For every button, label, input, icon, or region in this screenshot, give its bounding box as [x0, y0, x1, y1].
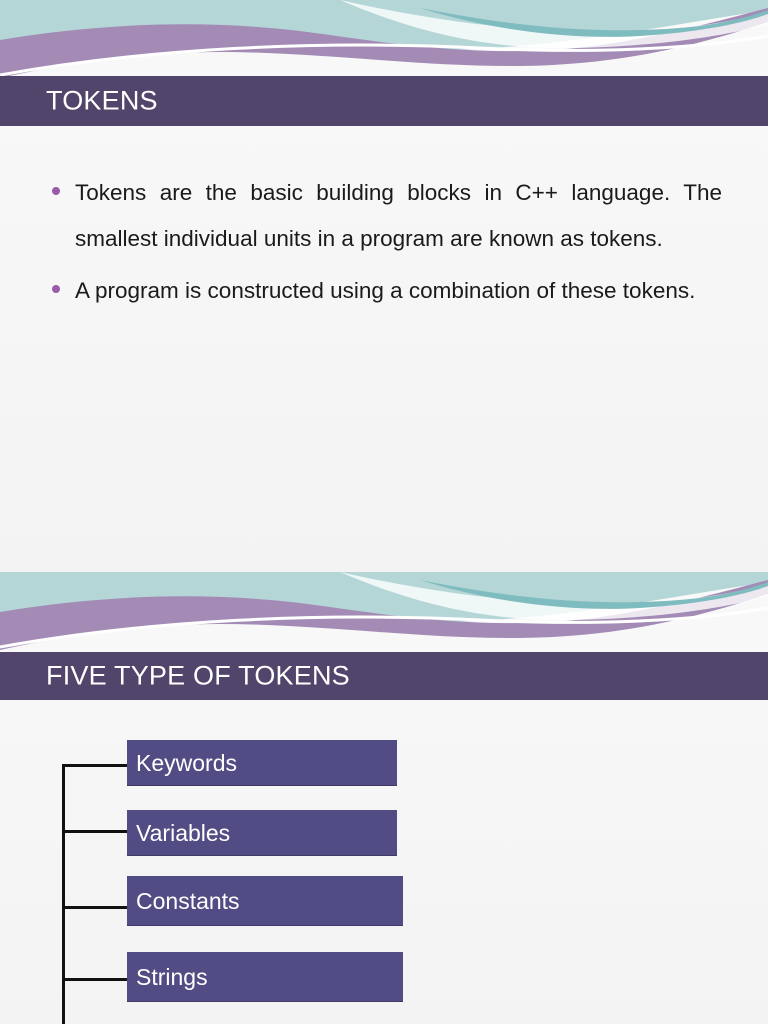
token-box-constants: Constants — [127, 876, 403, 926]
token-tree-diagram — [0, 572, 768, 1024]
token-box-keywords: Keywords — [127, 740, 397, 786]
decorative-wave-header — [0, 0, 768, 80]
tree-branch-line — [62, 830, 128, 833]
bullet-item — [52, 170, 722, 262]
slide-title: FIVE TYPE OF TOKENS — [46, 660, 350, 691]
bullet-text: Tokens are the basic building blocks in C++ language. The smallest individual units in a program are known as tokens. — [75, 180, 722, 251]
tree-branch-line — [62, 764, 128, 767]
bullet-text: A program is constructed using a combination of these tokens. — [75, 278, 696, 303]
tree-branch-line — [62, 906, 128, 909]
bullet-item — [52, 268, 722, 314]
bullet-dot-icon — [52, 285, 60, 293]
token-box-strings: Strings — [127, 952, 403, 1002]
tree-trunk-line — [62, 764, 65, 1024]
title-band — [0, 76, 768, 126]
bullet-dot-icon — [52, 187, 60, 195]
slide-five-types — [0, 572, 768, 1024]
tree-branch-line — [62, 978, 128, 981]
bullet-list — [52, 170, 722, 314]
slide-title: TOKENS — [46, 85, 158, 116]
token-box-variables: Variables — [127, 810, 397, 856]
